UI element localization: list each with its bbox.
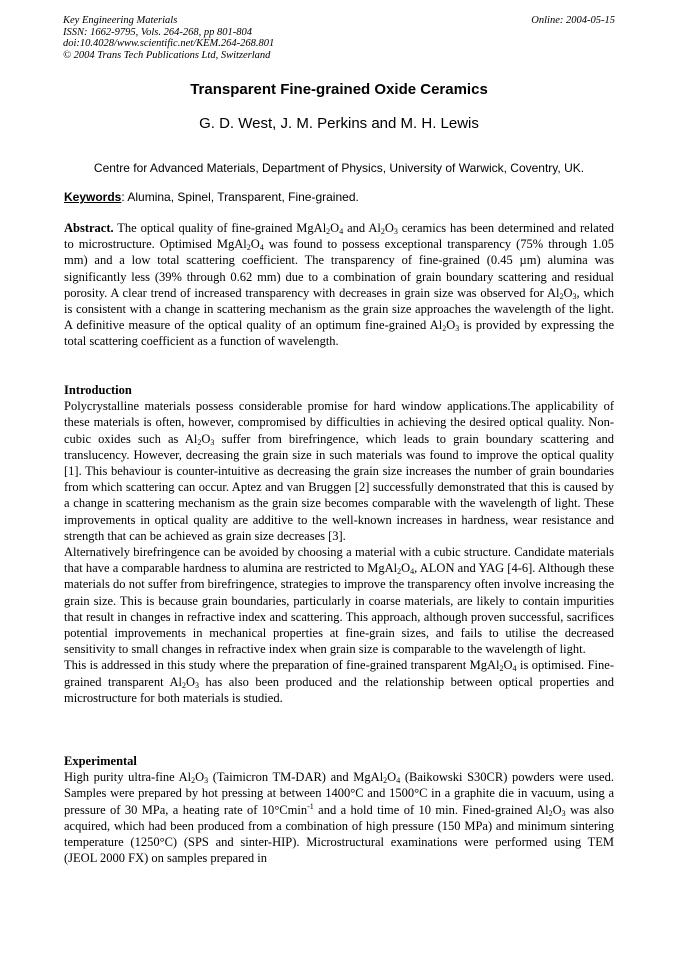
formula-al2o3 (169, 675, 199, 689)
paper-title: Transparent Fine-grained Oxide Ceramics (190, 81, 488, 98)
text-run: This is addressed in this study where the preparation of fine-grained transparent (64, 658, 470, 673)
unit-text: °Cmin (274, 802, 308, 817)
formula-al2o3 (368, 221, 398, 235)
formula-al2o3 (179, 770, 209, 784)
formula-part: MgAl (353, 770, 384, 785)
formula-al2o3 (185, 432, 215, 446)
journal-name: Key Engineering Materials (63, 15, 178, 26)
formula-mgal2o4 (470, 658, 517, 672)
formula-subscript: 2 (499, 664, 504, 674)
formula-subscript: 2 (548, 808, 553, 818)
text-run: was also acquired, which had been produced from a combination of high pressure (150 MPa) and minimum sintering temperature (1250°C) (SPS and sinter-HIP). Microstructural examinations were performed using TEM (JEOL 2000 FX) on samples prepared in (64, 802, 615, 866)
issn-line: ISSN: 1662-9795, Vols. 264-268, pp 801-804 (63, 26, 252, 38)
formula-part: Al (429, 318, 443, 333)
formula-subscript: 2 (380, 227, 385, 236)
text-run: Alternatively birefringence can be avoided by choosing a material with a cubic structure. Candidate materials that have a comparable hardness to alumina are restricted to (64, 545, 614, 576)
formula-part: O (195, 770, 205, 785)
text-run: is provided by expressing the total scattering coefficient as a function of wavelength. (64, 318, 614, 349)
formula-mgal2o4 (367, 561, 414, 575)
formula-subscript: 4 (396, 776, 401, 786)
formula-part: O (401, 561, 411, 576)
formula-part: Al (184, 431, 198, 446)
paper-authors: G. D. West, J. M. Perkins and M. H. Lewis (199, 115, 479, 132)
formula-subscript: 4 (259, 243, 264, 253)
formula-subscript: 4 (339, 227, 344, 236)
formula-mgal2o4 (296, 221, 343, 235)
formula-mgal2o4 (353, 770, 400, 784)
formula-subscript: 3 (572, 291, 577, 301)
text-run: (Taimicron TM-DAR) and (208, 770, 354, 785)
formula-part: O (446, 318, 456, 333)
formula-subscript: 3 (455, 324, 460, 334)
formula-part: O (185, 674, 195, 689)
journal-metadata (63, 15, 274, 61)
formula-part: O (552, 802, 562, 817)
formula-part: MgAl (469, 658, 500, 673)
text-run: suffer from birefringence, which leads to grain boundary scattering and translucency. However, decreasing the grain size in such materials was found to improve the optical quality [1]. This behaviour is counter-intuitive as decreasing the grain size increases the number of grain boundaries from which scattering can occur. Aptez and van Bruggen [2] successfully demonstrated that this is caused by a change in scattering mechanism as the grain size becomes comparable with the wavelength of light. These improvements in optical quality are additive to the well-known increases in hardness, wear resistance and strength that can be achieved as grain size decreases [3]. (64, 431, 615, 543)
formula-subscript: 3 (210, 437, 215, 447)
text-run: The optical quality of fine-grained (113, 221, 297, 235)
formula-al2o3 (430, 318, 460, 332)
formula-subscript: 2 (181, 680, 186, 690)
formula-subscript: 2 (397, 567, 402, 577)
text-run: Polycrystalline materials possess considerable promise for hard window applications.The applicability of these materials is often, however, compromised by difficulties in achieving the desired optical quality. Non-cubic oxides such as (64, 399, 614, 446)
introduction-heading: Introduction (64, 383, 132, 397)
formula-subscript: 3 (194, 680, 199, 690)
introduction-paragraph-1 (64, 398, 614, 544)
formula-subscript: 4 (512, 664, 517, 674)
experimental-heading: Experimental (64, 754, 137, 768)
affiliation: Centre for Advanced Materials, Department of Physics, University of Warwick, Coventry, UK. (93, 161, 585, 175)
formula-subscript: 4 (410, 567, 415, 577)
formula-part: Al (546, 285, 560, 300)
formula-part: Al (368, 221, 381, 235)
text-run: , which is consistent with a change in scattering mechanism as the grain size approaches the wavelength of the light. A definitive measure of the optical quality of an optimum fine-grained (64, 285, 614, 333)
heating-rate-unit (274, 803, 313, 817)
text-run: was found to possess exceptional transparency (75% through 1.05 mm) and a low total scattering coefficient. The transparency of fine-grained (0.45 µm) alumina was significantly less (39% through 0.62 mm) due to a combination of grain boundary scattering and residual porosity. A clear trend of increased transparency with decreases in grain size was observed for (64, 237, 614, 300)
formula-subscript: 3 (561, 808, 566, 818)
formula-subscript: 2 (246, 243, 251, 253)
formula-subscript: 2 (197, 437, 202, 447)
formula-subscript: 3 (393, 227, 398, 236)
formula-subscript: 2 (383, 776, 388, 786)
formula-part: O (387, 770, 397, 785)
formula-part: O (563, 285, 573, 300)
introduction-paragraph-2 (64, 544, 614, 657)
online-date: Online: 2004-05-15 (531, 15, 615, 26)
text-run: High purity ultra-fine (64, 770, 179, 785)
abstract-label: Abstract. (64, 221, 114, 235)
introduction-paragraph-3 (64, 657, 614, 706)
keywords (64, 190, 359, 204)
formula-subscript: 2 (191, 776, 196, 786)
formula-part: O (201, 431, 211, 446)
formula-part: MgAl (296, 221, 327, 235)
formula-part: O (250, 237, 260, 252)
text-run: ceramics has been determined and related to microstructure. Optimised (64, 221, 615, 252)
formula-part: O (384, 221, 394, 235)
keywords-text: : Alumina, Spinel, Transparent, Fine-grained. (121, 190, 359, 204)
formula-part: Al (536, 802, 549, 817)
experimental-paragraph-1 (64, 769, 614, 866)
formula-part: O (503, 658, 513, 673)
doi-line: doi:10.4028/www.scientific.net/KEM.264-268.801 (63, 38, 275, 49)
abstract-section (64, 220, 614, 350)
formula-al2o3 (547, 286, 577, 300)
formula-part: MgAl (367, 561, 398, 576)
formula-part: Al (169, 674, 182, 689)
experimental-section (64, 753, 614, 866)
keywords-label: Keywords (64, 190, 122, 204)
formula-subscript: 3 (204, 776, 209, 786)
text-run: has also been produced and the relationship between optical properties and microstructure for both materials is studied. (64, 674, 614, 705)
formula-subscript: 2 (559, 291, 564, 301)
formula-subscript: 2 (326, 227, 331, 236)
formula-part: O (330, 221, 340, 235)
unit-exponent: -1 (307, 801, 314, 811)
text-run: and (343, 221, 369, 235)
formula-mgal2o4 (217, 237, 264, 251)
formula-subscript: 2 (442, 324, 447, 334)
formula-al2o3 (536, 803, 566, 817)
text-run: is optimised. Fine-grained transparent (64, 658, 614, 689)
formula-part: Al (178, 770, 192, 785)
formula-part: MgAl (216, 237, 247, 252)
copyright-line: © 2004 Trans Tech Publications Ltd, Switzerland (63, 49, 271, 61)
introduction-section (64, 382, 614, 706)
text-run: and a hold time of 10 min. Fined-grained (313, 802, 537, 817)
abstract-paragraph (64, 220, 614, 350)
text-run: , ALON and YAG [4-6]. Although these materials do not suffer from birefringence, strategies to improve the transparency often involve increasing the grain size. This is because grain boundaries, particularly in coarse materials, are likely to contain impurities that result in changes in refractive index and scattering. This approach, although proven successful, sacrifices potential improvements in mechanical properties at fine-grain sizes, and fails to utilise the decreased sensitivity to small changes in refractive index when grain size is comparable to the wavelength of light. (64, 561, 614, 657)
text-run: (Baikowski S30CR) powders were used. Samples were prepared by hot pressing at between 1400°C and 1500°C in a graphite die in vacuum, using a pressure of 30 MPa, a heating rate of 10 (64, 770, 614, 817)
